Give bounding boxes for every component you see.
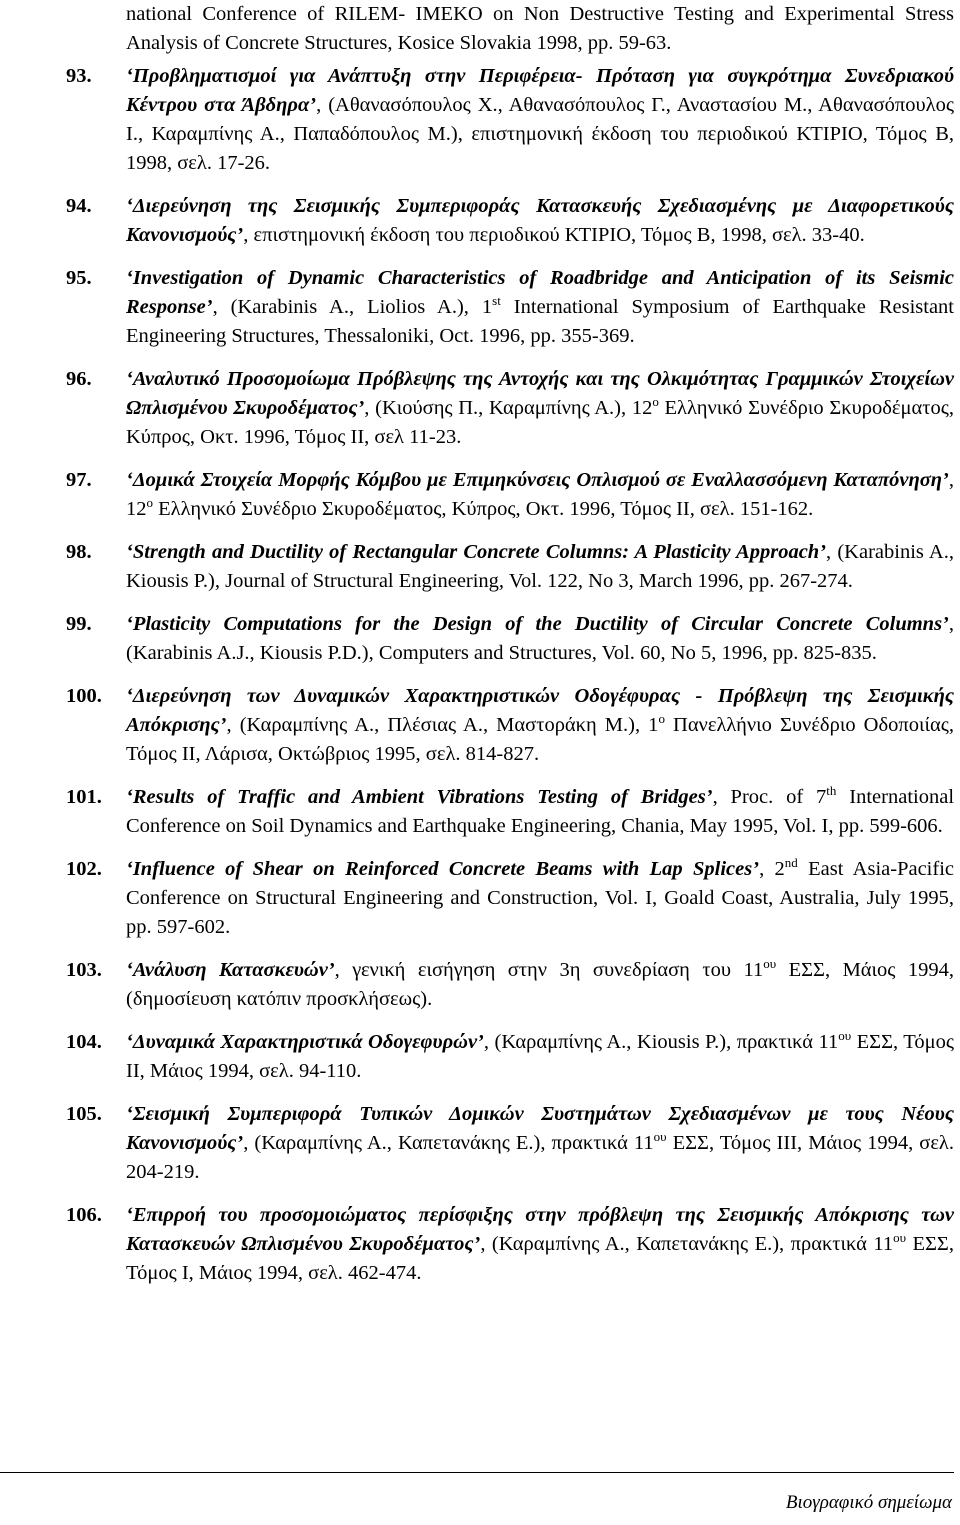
entry-number: 96.: [66, 368, 92, 390]
entry-number: 97.: [66, 469, 92, 491]
entry-details-cont: International Symposium of Earthquake Resistant Engineering Structures, Thessaloniki, Oct. 1996, pp. 355-369.: [126, 296, 954, 347]
continued-entry-text: national Conference of RILEM- IMEKO on Non Destructive Testing and Experimental Stress Analysis of Concrete Structures, Kosice Slovakia 1998, pp. 59-63.: [126, 3, 954, 54]
entry-title: ‘Strength and Ductility of Rectangular Concrete Columns: A Plasticity Approach’: [126, 541, 827, 563]
entry-title: ‘Results of Traffic and Ambient Vibrations Testing of Bridges’: [126, 786, 713, 808]
entry-details-cont: ΕΣΣ, Τόμος ΙΙΙ, Μάιος 1994, σελ. 204-219.: [126, 1132, 954, 1183]
ordinal-superscript: nd: [784, 855, 798, 870]
ordinal-superscript: st: [492, 293, 501, 308]
ordinal-superscript: ο: [652, 394, 659, 409]
publication-entry: [0, 610, 954, 668]
entry-title: ‘Αναλυτικό Προσομοίωμα Πρόβλεψης της Αντοχής και της Ολκιμότητας Γραμμικών Στοιχείων Ωπλισμένου Σκυροδέματος’: [126, 368, 954, 419]
publication-entry: [0, 1201, 954, 1288]
publication-entry: [0, 192, 954, 250]
entry-details: , (Karabinis A., Kiousis P.), Journal of Structural Engineering, Vol. 122, No 3, March 1996, pp. 267-274.: [126, 541, 954, 592]
publication-entry: [0, 365, 954, 452]
entry-details: , γενική εισήγηση στην 3η συνεδρίαση του 11: [334, 959, 764, 981]
entry-details: , (Καραμπίνης Α., Kiousis P.), πρακτικά 11: [483, 1031, 839, 1053]
entry-number: 101.: [66, 786, 102, 808]
entry-number: 98.: [66, 541, 92, 563]
publication-entry: [0, 264, 954, 351]
entry-details: , 12: [126, 469, 954, 520]
entry-details: , επιστημονική έκδοση του περιοδικού ΚΤΙΡΙΟ, Τόμος Β, 1998, σελ. 33-40.: [243, 224, 865, 246]
publication-list: [0, 62, 960, 1302]
publication-entry: [0, 682, 954, 769]
entry-details: , Proc. of 7: [712, 786, 827, 808]
ordinal-superscript: ου: [838, 1028, 852, 1043]
entry-number: 100.: [66, 685, 102, 707]
entry-title: ‘Δυναμικά Χαρακτηριστικά Οδογεφυρών’: [126, 1031, 484, 1053]
ordinal-superscript: ο: [146, 495, 153, 510]
entry-number: 104.: [66, 1031, 102, 1053]
publication-entry: [0, 855, 954, 942]
entry-title: ‘Διερεύνηση της Σεισμικής Συμπεριφοράς Κατασκευής Σχεδιασμένης με Διαφορετικούς Κανονισμούς’: [126, 195, 954, 246]
publication-entry: [0, 466, 954, 524]
entry-title: ‘Διερεύνηση των Δυναμικών Χαρακτηριστικών Οδογέφυρας - Πρόβλεψη της Σεισμικής Απόκρισης’: [126, 685, 954, 736]
entry-title: ‘Προβληματισμοί για Ανάπτυξη στην Περιφέρεια- Πρόταση για συγκρότημα Συνεδριακού Κέντρου στα Άβδηρα’: [126, 65, 954, 116]
entry-details-cont: Ελληνικό Συνέδριο Σκυροδέματος, Κύπρος, Οκτ. 1996, Τόμος ΙΙ, σελ 11-23.: [126, 397, 954, 448]
entry-details-cont: ΕΣΣ, Τόμος ΙΙ, Μάιος 1994, σελ. 94-110.: [126, 1031, 954, 1082]
entry-title: ‘Σεισμική Συμπεριφορά Τυπικών Δομικών Συστημάτων Σχεδιασμένων με τους Νέους Κανονισμούς’: [126, 1103, 954, 1154]
entry-details: , 2: [759, 858, 785, 880]
publication-entry: [0, 62, 954, 178]
entry-number: 95.: [66, 267, 92, 289]
entry-details-cont: Πανελλήνιο Συνέδριο Οδοποιίας, Τόμος ΙΙ, Λάρισα, Οκτώβριος 1995, σελ. 814-827.: [126, 714, 954, 765]
entry-details-cont: Ελληνικό Συνέδριο Σκυροδέματος, Κύπρος, Οκτ. 1996, Τόμος ΙΙ, σελ. 151-162.: [153, 498, 814, 520]
entry-title: ‘Δομικά Στοιχεία Μορφής Κόμβου με Επιμηκύνσεις Οπλισμού σε Εναλλασσόμενη Καταπόνηση’: [126, 469, 949, 491]
entry-number: 106.: [66, 1204, 102, 1226]
page-footer: Βιογραφικό σημείωμα: [785, 1492, 952, 1513]
entry-details: , (Κιούσης Π., Καραμπίνης Α.), 12: [364, 397, 653, 419]
entry-details: , (Αθανασόπουλος Χ., Αθανασόπουλος Γ., Αναστασίου Μ., Αθανασόπουλος Ι., Καραμπίνης Α., Παπαδόπουλος Μ.), επιστημονική έκδοση του περιοδικού ΚΤΙΡΙΟ, Τόμος Β, 1998, σελ. 17-26.: [126, 94, 954, 174]
ordinal-superscript: ου: [893, 1230, 907, 1245]
entry-number: 94.: [66, 195, 92, 217]
publication-entry: [0, 1100, 954, 1187]
publication-entry: [0, 1028, 954, 1086]
entry-title: ‘Influence of Shear on Reinforced Concrete Beams with Lap Splices’: [126, 858, 760, 880]
entry-details: , (Καραμπίνης Α., Καπετανάκης Ε.), πρακτικά 11: [243, 1132, 654, 1154]
entry-details-cont: ΕΣΣ, Μάιος 1994, (δημοσίευση κατόπιν προσκλήσεως).: [126, 959, 954, 1010]
entry-details: , (Karabinis A.J., Kiousis P.D.), Computers and Structures, Vol. 60, No 5, 1996, pp. 825-835.: [126, 613, 954, 664]
entry-details: , (Καραμπίνης Α., Καπετανάκης Ε.), πρακτικά 11: [480, 1233, 894, 1255]
entry-number: 102.: [66, 858, 102, 880]
entry-title: ‘Plasticity Computations for the Design of the Ductility of Circular Concrete Columns’: [126, 613, 949, 635]
entry-details: , (Καραμπίνης Α., Πλέσιας Α., Μαστοράκη Μ.), 1: [226, 714, 659, 736]
publication-entry: [0, 956, 954, 1014]
entry-number: 93.: [66, 65, 92, 87]
entry-details: , (Karabinis A., Liolios A.), 1: [212, 296, 493, 318]
publication-entry: [0, 783, 954, 841]
entry-details-cont: ΕΣΣ, Τόμος Ι, Μάιος 1994, σελ. 462-474.: [126, 1233, 954, 1284]
entry-number: 105.: [66, 1103, 102, 1125]
publication-entry: [0, 538, 954, 596]
entry-title: ‘Investigation of Dynamic Characteristics of Roadbridge and Anticipation of its Seismic Response’: [126, 267, 954, 318]
entry-title: ‘Ανάλυση Κατασκευών’: [126, 959, 335, 981]
entry-title: ‘Επιρροή του προσομοιώματος περίσφιξης στην πρόβλεψη της Σεισμικής Απόκρισης των Κατασκευών Ωπλισμένου Σκυροδέματος’: [126, 1204, 954, 1255]
ordinal-superscript: ου: [653, 1129, 667, 1144]
ordinal-superscript: ου: [763, 956, 777, 971]
entry-details-cont: International Conference on Soil Dynamics and Earthquake Engineering, Chania, May 1995, Vol. I, pp. 599-606.: [126, 786, 955, 837]
footer-divider: [0, 1472, 954, 1473]
ordinal-superscript: ο: [658, 711, 665, 726]
entry-number: 103.: [66, 959, 102, 981]
ordinal-superscript: th: [826, 783, 837, 798]
entry-number: 99.: [66, 613, 92, 635]
entry-details-cont: East Asia-Pacific Conference on Structural Engineering and Construction, Vol. I, Goald Coast, Australia, July 1995, pp. 597-602.: [126, 858, 954, 938]
